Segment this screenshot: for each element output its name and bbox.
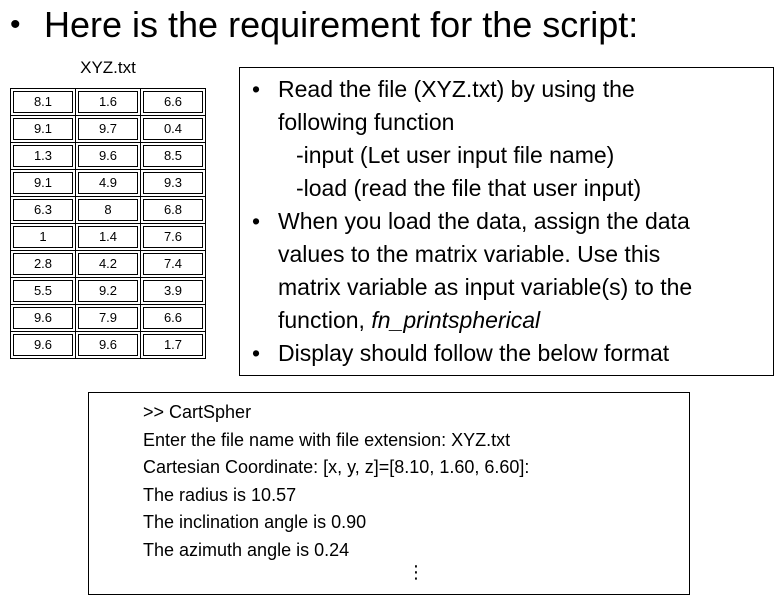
console-line: Cartesian Coordinate: [x, y, z]=[8.10, 1.60, 6.60]: (143, 457, 530, 477)
console-line: The azimuth angle is 0.24 (143, 539, 350, 560)
table-cell (76, 251, 141, 278)
table-cell-value: 9.6 (13, 307, 73, 329)
table-cell (141, 305, 206, 332)
table-cell (11, 170, 76, 197)
table-cell-value: 0.4 (143, 118, 203, 140)
table-cell (11, 251, 76, 278)
requirement-text: values to the matrix variable. Use this (278, 241, 661, 267)
table-cell-value: 9.6 (78, 334, 138, 356)
requirement-item-read-file (240, 73, 773, 205)
requirement-item-matrix (240, 205, 773, 337)
table-cell (11, 89, 76, 116)
requirement-text: function, (278, 307, 372, 333)
table-cell-value: 2.8 (13, 253, 73, 275)
console-line: >> CartSpher (143, 402, 252, 422)
function-name: fn_printspherical (371, 307, 541, 333)
requirement-text: Display should follow the below format (278, 340, 670, 366)
table-cell-value: 6.3 (13, 199, 73, 221)
vertical-ellipsis: ⋮ (407, 562, 425, 582)
table-cell-value: 1.3 (13, 145, 73, 167)
table-cell (76, 278, 141, 305)
table-cell (76, 197, 141, 224)
table-cell-value: 7.6 (143, 226, 203, 248)
table-row (11, 197, 206, 224)
table-cell (141, 116, 206, 143)
table-row (11, 224, 206, 251)
table-row (11, 251, 206, 278)
table-cell (76, 332, 141, 359)
table-cell-value: 9.2 (78, 280, 138, 302)
table-cell-value: 1.7 (143, 334, 203, 356)
table-cell (11, 116, 76, 143)
table-cell (11, 332, 76, 359)
table-cell (76, 170, 141, 197)
table-row (11, 278, 206, 305)
table-row (11, 143, 206, 170)
table-cell (11, 197, 76, 224)
table-cell-value: 5.5 (13, 280, 73, 302)
console-line: The inclination angle is 0.90 (143, 512, 367, 532)
table-cell-value: 9.1 (13, 172, 73, 194)
bullet: • (252, 208, 261, 234)
table-cell-value: 9.7 (78, 118, 138, 140)
table-cell-value: 4.9 (78, 172, 138, 194)
table-cell-value: 9.3 (143, 172, 203, 194)
table-cell-value: 4.2 (78, 253, 138, 275)
requirement-subitem-input: -input (Let user input file name) (296, 142, 615, 168)
requirement-text: matrix variable as input variable(s) to the (278, 274, 693, 300)
table-cell-value: 6.6 (143, 91, 203, 113)
table-cell-value: 8.5 (143, 145, 203, 167)
table-cell (76, 224, 141, 251)
table-cell (141, 251, 206, 278)
table-row (11, 116, 206, 143)
table-cell (11, 143, 76, 170)
table-cell (141, 332, 206, 359)
table-cell (141, 170, 206, 197)
table-cell-value: 1.4 (78, 226, 138, 248)
table-caption: XYZ.txt (80, 58, 136, 77)
table-cell (76, 89, 141, 116)
table-cell (11, 224, 76, 251)
requirement-item-display (240, 337, 773, 370)
xyz-data-table (10, 88, 206, 359)
table-cell-value: 8 (78, 199, 138, 221)
table-row (11, 89, 206, 116)
table-cell (76, 305, 141, 332)
table-cell-value: 9.6 (78, 145, 138, 167)
table-cell (141, 197, 206, 224)
table-row (11, 332, 206, 359)
table-row (11, 305, 206, 332)
table-cell-value: 6.8 (143, 199, 203, 221)
table-cell-value: 3.9 (143, 280, 203, 302)
table-cell (141, 278, 206, 305)
table-cell-value: 9.6 (13, 334, 73, 356)
title-text: Here is the requirement for the script: (44, 4, 639, 45)
console-output-box (88, 392, 690, 595)
table-cell (76, 143, 141, 170)
requirements-box (239, 67, 774, 376)
table-cell-value: 6.6 (143, 307, 203, 329)
table-row (11, 170, 206, 197)
title-bullet: • (10, 8, 21, 41)
table-cell-value: 1 (13, 226, 73, 248)
bullet: • (252, 76, 261, 102)
console-line: The radius is 10.57 (143, 484, 297, 505)
table-cell-value: 7.9 (78, 307, 138, 329)
bullet: • (252, 340, 261, 366)
requirement-text: Read the file (XYZ.txt) by using the (278, 76, 635, 102)
requirement-subitem-load: -load (read the file that user input) (296, 175, 642, 201)
table-cell-value: 7.4 (143, 253, 203, 275)
table-cell (11, 278, 76, 305)
table-cell (141, 143, 206, 170)
requirement-text: When you load the data, assign the data (278, 208, 690, 234)
table-cell-value: 8.1 (13, 91, 73, 113)
table-cell (141, 224, 206, 251)
table-cell (11, 305, 76, 332)
table-cell-value: 9.1 (13, 118, 73, 140)
table-cell (76, 116, 141, 143)
table-cell-value: 1.6 (78, 91, 138, 113)
console-line: Enter the file name with file extension: XYZ.txt (143, 429, 511, 450)
requirements-list (240, 68, 773, 370)
requirement-text: following function (278, 109, 455, 135)
table-cell (141, 89, 206, 116)
page-title (10, 0, 638, 50)
